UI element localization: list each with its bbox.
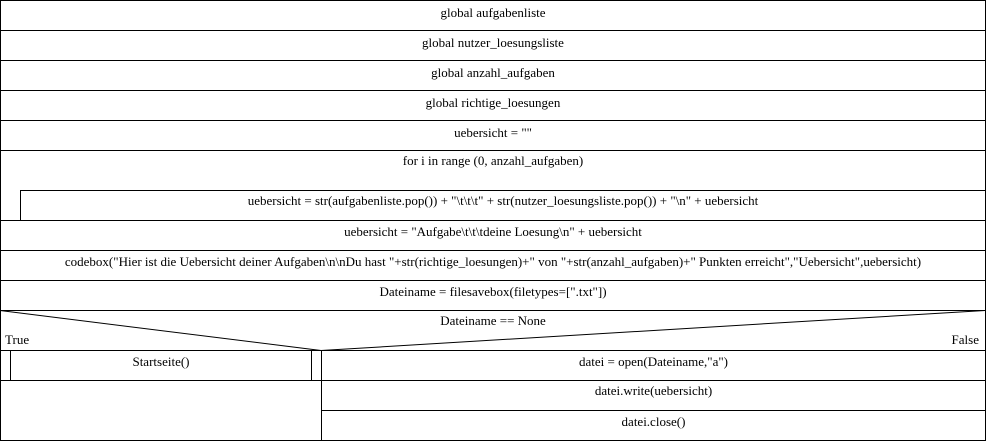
statement-dateiname-assign — [0, 280, 986, 311]
loop-header: for i in range (0, anzahl_aufgaben) — [402, 153, 584, 168]
true-branch-statement — [10, 350, 312, 381]
statement-global-anzahl-aufgaben — [0, 60, 986, 91]
false-branch-statement-open — [321, 350, 986, 381]
statement-uebersicht-header — [0, 220, 986, 251]
statement-text: datei.close() — [621, 414, 686, 429]
statement-text: global aufgabenliste — [440, 5, 546, 20]
branch-false-label: False — [951, 332, 979, 347]
statement-text: uebersicht = "Aufgabe\t\t\tdeine Loesung\n" + uebersicht — [344, 224, 642, 239]
false-branch-statement-write — [321, 380, 986, 411]
statement-text: datei.write(uebersicht) — [594, 383, 713, 398]
statement-global-richtige-loesungen — [0, 90, 986, 121]
loop-body-statement — [20, 190, 986, 221]
false-branch-statement-close — [321, 410, 986, 441]
statement-uebersicht-init — [0, 120, 986, 151]
statement-text: Dateiname = filesavebox(filetypes=[".txt"]) — [379, 284, 607, 299]
statement-text: global anzahl_aufgaben — [431, 65, 555, 80]
statement-global-nutzer-loesungsliste — [0, 30, 986, 61]
statement-codebox-call — [0, 250, 986, 281]
branch-true-label: True — [5, 332, 30, 347]
branch-condition: Dateiname == None — [440, 313, 546, 328]
statement-text: codebox("Hier ist die Uebersicht deiner Aufgaben\n\nDu hast "+str(richtige_loesungen)+" von "+str(anzahl_aufgaben)+" Punkten erreicht","Uebersicht",uebersicht) — [64, 254, 922, 269]
statement-text: global nutzer_loesungsliste — [422, 35, 564, 50]
statement-text: global richtige_loesungen — [425, 95, 561, 110]
statement-text: uebersicht = str(aufgabenliste.pop()) + "\t\t\t" + str(nutzer_loesungsliste.pop()) + "\n" + uebersicht — [247, 193, 759, 208]
statement-text: datei = open(Dateiname,"a") — [579, 354, 728, 369]
statement-text: uebersicht = "" — [454, 125, 532, 140]
startseite-call: Startseite() — [132, 354, 190, 369]
statement-global-aufgabenliste — [0, 0, 986, 31]
